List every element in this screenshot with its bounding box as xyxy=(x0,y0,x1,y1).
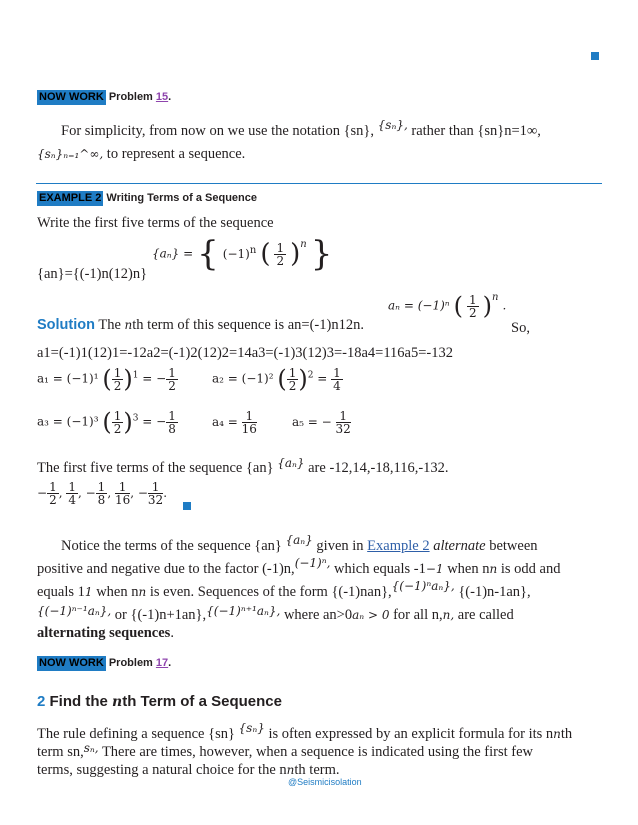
section-divider xyxy=(36,183,602,184)
example-2-heading xyxy=(37,192,257,204)
first-five-list-math: − $\frac{1}{2}$ , $\frac{1}{4}$ , − $\frac{1}{8}$ , $\frac{1}{16}$ , − $\frac{1}{32}$ . xyxy=(37,480,168,507)
p2-l2-d: is odd and xyxy=(500,561,561,577)
problem-17-link[interactable]: 17 xyxy=(155,657,169,669)
p2-l2-b: which equals -1 xyxy=(334,561,426,577)
a1-den: 2 xyxy=(168,378,176,393)
nth-term-formula-math: aₙ = (−1)ⁿ ( $\frac{1}{2}$ )$^n$ . xyxy=(388,292,507,320)
an-lhs: aₙ = (−1)ⁿ xyxy=(388,298,450,313)
section-title-b: th Term of a Sequence xyxy=(122,693,282,710)
end-of-solution-marker xyxy=(183,502,191,510)
solution-so: So, xyxy=(511,320,530,336)
p2-l4-n: n, xyxy=(442,608,455,622)
solution-label: Solution xyxy=(37,317,95,333)
a2-den: 4 xyxy=(333,378,341,393)
alternate-paragraph-line5 xyxy=(37,624,174,642)
now-work-tag-2: NOW WORK xyxy=(39,657,104,669)
example-2-link[interactable]: Example 2 xyxy=(367,538,430,554)
solution-text-a: The xyxy=(98,317,121,333)
example-title: Writing Terms of a Sequence xyxy=(106,192,257,204)
terms-text: a1=(-1)1(12)1=-12a2=(-1)2(12)2=14a3=(-1)3(12)3=-18a4=116a5=-132 xyxy=(37,345,453,361)
p2-l3-math: {(−1)ⁿaₙ}, xyxy=(391,579,455,593)
now-work-label: Problem xyxy=(108,91,153,103)
a3-lhs: a₃ = (−1)³ xyxy=(37,414,99,429)
p3-l1-math: {sₙ} xyxy=(238,721,265,735)
first-five-text-b: are -12,14,-18,116,-132. xyxy=(308,460,449,476)
p2-l3-a: equals 1 xyxy=(37,584,85,600)
n-math: n xyxy=(124,318,133,332)
p2-l1-c: between xyxy=(489,538,538,554)
p2-l2-a: positive and negative due to the factor (-1)n, xyxy=(37,561,295,577)
a2-lhs: a₂ = (−1)² xyxy=(212,371,274,386)
p2-l3-c: is even. Sequences of the form {(-1)nan}, xyxy=(149,584,392,600)
p2-l4-math1: {(−1)ⁿ⁻¹aₙ}, xyxy=(37,604,112,618)
alternate-paragraph-line1 xyxy=(61,533,538,555)
a3-den: 8 xyxy=(168,421,176,436)
now-work-tag: NOW WORK xyxy=(39,91,104,103)
a4-num: 1 xyxy=(242,410,257,423)
p2-l2-c: when n xyxy=(447,561,490,577)
p2-l2-m1: −1 xyxy=(425,562,444,576)
watermark: @Seismicisolation xyxy=(288,777,362,787)
p3-l1-a: The rule defining a sequence {sn} xyxy=(37,726,235,742)
p3-l1-b: is often expressed by an explicit formula for its n xyxy=(268,726,554,742)
p3-l2-math: sₙ, xyxy=(83,741,99,755)
now-work-suffix-2: . xyxy=(168,657,172,669)
problem-15-link[interactable]: 15 xyxy=(155,91,169,103)
a1-lhs: a₁ = (−1)¹ xyxy=(37,371,99,386)
section-title-n: n xyxy=(112,694,123,710)
p2-l3-b: when n xyxy=(96,584,139,600)
notation-paragraph-line2 xyxy=(37,145,245,163)
p3-l1-c: th xyxy=(560,726,573,742)
first-five-line xyxy=(37,456,449,477)
term-a4 xyxy=(212,410,257,435)
example-tag: EXAMPLE 2 xyxy=(39,192,102,204)
section-title-a: Find the xyxy=(49,693,108,710)
p3-l3-n: n xyxy=(286,763,295,777)
alternate-paragraph-line3 xyxy=(37,579,531,601)
p2-l5-end: . xyxy=(170,625,174,641)
p2-l2-math: (−1)ⁿ, xyxy=(294,556,331,570)
p2-l4-c: for all n, xyxy=(393,607,443,623)
p3-l2-a: term sn, xyxy=(37,744,84,760)
first-five-text-a: The first five terms of the sequence {an} xyxy=(37,460,274,476)
a5-num: 1 xyxy=(336,410,351,423)
p3-l3-a: terms, suggesting a natural choice for the n xyxy=(37,762,287,778)
p3-l3-b: th term. xyxy=(294,762,340,778)
now-work-label-2: Problem xyxy=(108,657,153,669)
p2-l1-b: given in xyxy=(316,538,364,554)
a5-lhs: a₅ = − xyxy=(292,415,332,429)
p2-l3-n: n xyxy=(138,585,147,599)
alternating-sequences-term: alternating sequences xyxy=(37,625,171,641)
solution-line xyxy=(37,316,364,334)
nth-term-paragraph-line1 xyxy=(37,721,573,743)
para1-text-b: rather than {sn}n=1∞, xyxy=(411,123,541,139)
p2-l3-d: {(-1)n-1an}, xyxy=(458,584,531,600)
p2-l4-b: where an>0 xyxy=(283,607,353,623)
p2-l4-d: are called xyxy=(457,607,514,623)
sequence-lhs: {aₙ} = xyxy=(152,246,194,261)
notation-paragraph-line1 xyxy=(61,118,541,140)
p2-l4-math2: {(−1)ⁿ⁺¹aₙ}, xyxy=(206,604,281,618)
now-work-17 xyxy=(37,657,171,669)
sequence-definition-math: {aₙ} = { $(-1)^n$ ( $\frac{1}{2}$ )$^n$ } xyxy=(152,234,333,274)
term-a1: a₁ = (−1)¹ ( $\frac{1}{2}$ )$^1$ = − $\frac{1}{2}$ xyxy=(37,365,176,393)
term-a5 xyxy=(292,410,351,435)
formula-period: . xyxy=(502,298,507,313)
term-a2: a₂ = (−1)² ( $\frac{1}{2}$ )$^2$ = $\frac{1}{4}$ xyxy=(212,365,341,393)
p2-l4-a: or {(-1)n+1an}, xyxy=(114,607,207,623)
alternate-paragraph-line2 xyxy=(37,556,561,578)
p2-l1-math: {aₙ} xyxy=(285,533,313,547)
alternate-paragraph-line4 xyxy=(37,606,514,624)
a3-num: 1 xyxy=(168,408,176,423)
nth-term-paragraph-line2 xyxy=(37,743,533,761)
a2-num: 1 xyxy=(333,365,341,380)
a1-num: 1 xyxy=(168,365,176,380)
p3-l1-n: n xyxy=(553,727,561,741)
p2-l1-a: Notice the terms of the sequence {an} xyxy=(61,538,282,554)
sn-infinite-notation-math: {sₙ}ₙ₌₁^∞, xyxy=(37,147,104,161)
p2-l3-m1: 1 xyxy=(84,585,93,599)
sn-notation-math: {sₙ}, xyxy=(377,118,408,132)
example-prompt: Write the first five terms of the sequence xyxy=(37,215,274,231)
a4-lhs: a₄ = xyxy=(212,415,238,429)
section-number: 2 xyxy=(37,693,46,710)
end-of-example-marker xyxy=(591,52,599,60)
solution-text-b: th term of this sequence is an=(-1)n12n. xyxy=(132,317,364,333)
now-work-15 xyxy=(37,91,171,103)
section-2-heading xyxy=(37,693,282,710)
a4-den: 16 xyxy=(241,422,257,436)
para1-text-c: to represent a sequence. xyxy=(106,146,246,162)
sequence-definition-text: {an}={(-1)n(12)n} xyxy=(37,266,148,282)
p2-l4-math3: aₙ > 0 xyxy=(352,608,390,622)
an-math: {aₙ} xyxy=(277,456,305,470)
p2-l2-n: n xyxy=(489,562,498,576)
p3-l2-b: There are times, however, when a sequence is indicated using the first few xyxy=(101,744,533,760)
term-a3: a₃ = (−1)³ ( $\frac{1}{2}$ )$^3$ = − $\frac{1}{8}$ xyxy=(37,408,176,436)
now-work-suffix: . xyxy=(168,91,172,103)
a5-den: 32 xyxy=(335,422,351,436)
alternate-emphasis: alternate xyxy=(433,538,486,554)
para1-text-a: For simplicity, from now on we use the notation {sn}, xyxy=(61,123,375,139)
